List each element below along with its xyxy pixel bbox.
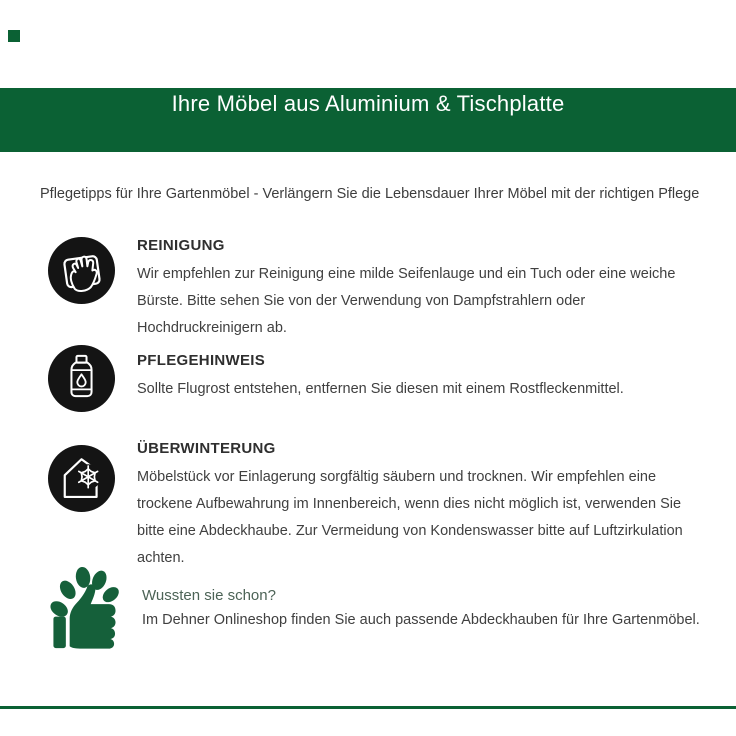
intro-text: Pflegetipps für Ihre Gartenmöbel - Verlängern Sie die Lebensdauer Ihrer Möbel mit der richtigen Pflege	[40, 186, 700, 202]
section-reinigung	[48, 237, 703, 342]
did-you-know	[44, 565, 700, 651]
care-bottle-icon	[48, 345, 115, 412]
footer-rule	[0, 706, 736, 709]
did-you-know-body: Im Dehner Onlineshop finden Sie auch passende Abdeckhauben für Ihre Gartenmöbel.	[142, 612, 700, 628]
header-band	[0, 88, 736, 152]
section-ueberwinterung	[48, 440, 703, 572]
house-snowflake-icon	[48, 445, 115, 512]
dehner-thumbs-up-leaves-icon	[44, 565, 124, 651]
section-title-pflegehinweis: PFLEGEHINWEIS	[137, 352, 266, 369]
section-pflegehinweis	[48, 345, 624, 412]
section-body-ueberwinterung: Möbelstück vor Einlagerung sorgfältig säubern und trocknen. Wir empfehlen eine trockene Aufbewahrung im Innenbereich, wenn dies nicht möglich ist, verwenden Sie bitte eine Abdeckhaube. Zur Vermeidung von Kondenswasser bitte auf Luftzirkulation achten.	[137, 469, 683, 566]
section-body-pflegehinweis: Sollte Flugrost entstehen, entfernen Sie diesen mit einem Rostfleckenmittel.	[137, 381, 624, 397]
section-title-ueberwinterung: ÜBERWINTERUNG	[137, 440, 276, 457]
section-title-reinigung: REINIGUNG	[137, 237, 225, 254]
decor-green-square	[8, 30, 20, 42]
page-title: Ihre Möbel aus Aluminium & Tischplatte	[171, 91, 565, 116]
did-you-know-title: Wussten sie schon?	[142, 587, 276, 604]
cleaning-cloth-icon	[48, 237, 115, 304]
section-body-reinigung: Wir empfehlen zur Reinigung eine milde Seifenlauge und ein Tuch oder eine weiche Bürste. Bitte sehen Sie von der Verwendung von Dampfstrahlern oder Hochdruckreinigern ab.	[137, 266, 676, 336]
